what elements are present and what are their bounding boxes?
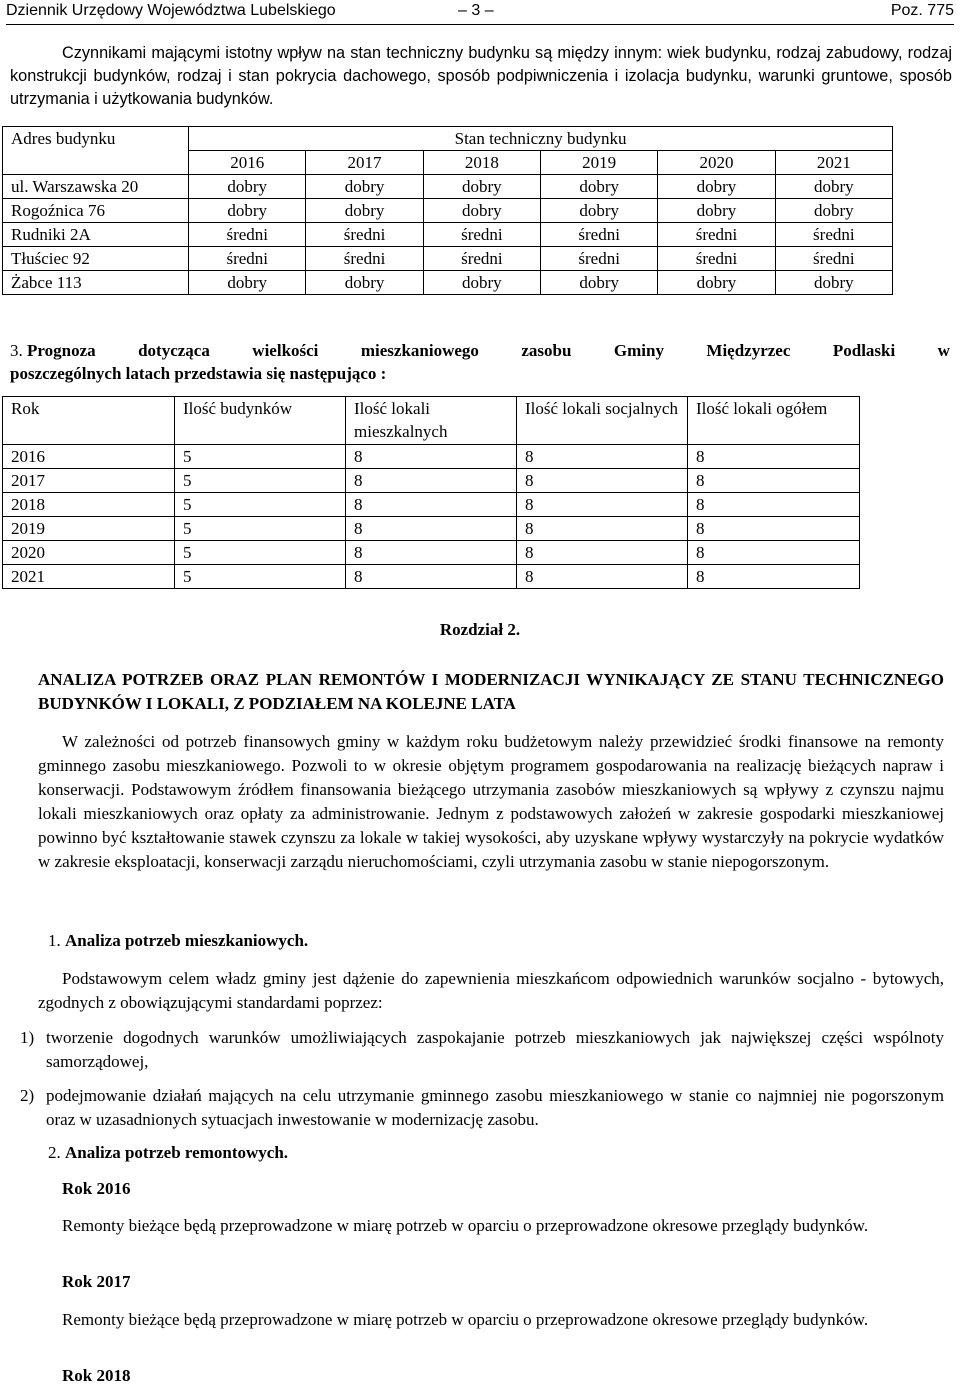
state-cell: średni bbox=[189, 247, 306, 271]
table-cell: 8 bbox=[346, 565, 517, 589]
table-cell: 8 bbox=[517, 565, 688, 589]
address-cell: Tłuściec 92 bbox=[3, 247, 189, 271]
address-cell: Rogoźnica 76 bbox=[3, 199, 189, 223]
list-item bbox=[20, 1084, 944, 1132]
goals-paragraph: Podstawowym celem władz gminy jest dążenie do zapewnienia mieszkańcom odpowiednich warunków socjalno - bytowych, zgodnych z obowiązującymi standardami poprzez: bbox=[38, 969, 944, 1012]
table-cell: 2016 bbox=[3, 445, 175, 469]
table-header-row bbox=[3, 397, 860, 445]
table-cell: 5 bbox=[175, 469, 346, 493]
title-word: Podlaski bbox=[832, 341, 896, 360]
state-header: Stan techniczny budynku bbox=[189, 127, 893, 151]
state-cell: dobry bbox=[423, 175, 540, 199]
table-row bbox=[3, 223, 893, 247]
state-cell: dobry bbox=[541, 175, 658, 199]
table-cell: 8 bbox=[688, 445, 860, 469]
state-cell: średni bbox=[775, 223, 892, 247]
section-3-line2: poszczególnych latach przedstawia się następująco : bbox=[10, 364, 387, 383]
state-cell: średni bbox=[306, 223, 423, 247]
year-header: 2016 bbox=[189, 151, 306, 175]
header-cell: Ilość lokali ogółem bbox=[688, 397, 860, 445]
state-cell: dobry bbox=[658, 271, 775, 295]
list-number: 2) bbox=[20, 1086, 35, 1105]
heading-number: 2. bbox=[48, 1143, 61, 1162]
year-label: Rok 2016 bbox=[62, 1179, 131, 1198]
table-row bbox=[3, 445, 860, 469]
state-cell: średni bbox=[423, 223, 540, 247]
page-header bbox=[6, 0, 954, 25]
position-number: Poz. 775 bbox=[890, 2, 954, 19]
year-paragraph: Remonty bieżące będą przeprowadzone w miarę potrzeb w oparciu o przeprowadzone okresowe przeglądy budynków. bbox=[62, 1310, 869, 1329]
table-cell: 5 bbox=[175, 565, 346, 589]
state-cell: średni bbox=[189, 223, 306, 247]
page-number: – 3 – bbox=[458, 2, 494, 19]
state-cell: średni bbox=[541, 223, 658, 247]
table-cell: 8 bbox=[688, 541, 860, 565]
section-3-line1 bbox=[10, 339, 950, 362]
state-cell: średni bbox=[306, 247, 423, 271]
heading-text: Analiza potrzeb remontowych. bbox=[65, 1143, 289, 1162]
table-cell: 2020 bbox=[3, 541, 175, 565]
heading-renovation-needs bbox=[48, 1143, 288, 1163]
title-word: Międzyrzec bbox=[706, 341, 791, 360]
state-cell: dobry bbox=[775, 199, 892, 223]
state-cell: dobry bbox=[423, 271, 540, 295]
table-cell: 8 bbox=[688, 493, 860, 517]
title-word: Prognoza bbox=[27, 341, 96, 360]
header-cell: Rok bbox=[3, 397, 175, 445]
table-row bbox=[3, 517, 860, 541]
table-cell: 8 bbox=[517, 493, 688, 517]
year-header: 2019 bbox=[541, 151, 658, 175]
header-cell: Ilość budynków bbox=[175, 397, 346, 445]
year-header: 2017 bbox=[306, 151, 423, 175]
state-cell: średni bbox=[541, 247, 658, 271]
table-cell: 5 bbox=[175, 541, 346, 565]
state-cell: dobry bbox=[189, 271, 306, 295]
title-word: Gminy bbox=[613, 341, 664, 360]
address-header: Adres budynku bbox=[3, 127, 189, 175]
financing-paragraph: W zależności od potrzeb finansowych gminy w każdym roku budżetowym należy przewidzieć środki finansowe na remonty gminnego zasobu mieszkaniowego. Pozwoli to w okresie objętym programem gospodarowania na realizację bieżących napraw i konserwacji. Podstawowym źródłem finansowania bieżącego utrzymania zasobów mieszkaniowych są wpływy z czynszu najmu lokali mieszkaniowych oraz opłaty za administrowanie. Jednym z podstawowych założeń w zakresie gospodarki mieszkaniowej powinno być kształtowanie stawek czynszu za lokale w takiej wysokości, aby uzyskane wpływy wystarczyły na pokrycie wydatków w zakresie eksploatacji, konserwacji zarządu nieruchomościami, czyli utrzymania zasobu w stanie niepogorszonym. bbox=[38, 732, 944, 871]
table-row bbox=[3, 199, 893, 223]
table-row bbox=[3, 541, 860, 565]
table-cell: 8 bbox=[517, 445, 688, 469]
title-word: mieszkaniowego bbox=[360, 341, 479, 360]
state-cell: dobry bbox=[306, 199, 423, 223]
table-cell: 8 bbox=[688, 469, 860, 493]
table-row bbox=[3, 565, 860, 589]
header-cell: Ilość lokali mieszkalnych bbox=[346, 397, 517, 445]
chapter-title: ANALIZA POTRZEB ORAZ PLAN REMONTÓW I MODERNIZACJI WYNIKAJĄCY ZE STANU TECHNICZNEGO BUDYNKÓW I LOKALI, Z PODZIAŁEM NA KOLEJNE LATA bbox=[38, 670, 944, 713]
table-cell: 5 bbox=[175, 445, 346, 469]
header-cell: Ilość lokali socjalnych bbox=[517, 397, 688, 445]
table-cell: 8 bbox=[346, 517, 517, 541]
building-condition-table bbox=[2, 126, 893, 295]
list-item bbox=[20, 1026, 944, 1074]
chapter-label: Rozdział 2. bbox=[439, 620, 521, 639]
table-cell: 2018 bbox=[3, 493, 175, 517]
table-cell: 8 bbox=[346, 493, 517, 517]
journal-title: Dziennik Urzędowy Województwa Lubelskiego bbox=[6, 2, 336, 19]
state-cell: dobry bbox=[189, 199, 306, 223]
table-row bbox=[3, 469, 860, 493]
table-cell: 2019 bbox=[3, 517, 175, 541]
housing-forecast-table bbox=[2, 396, 860, 589]
state-cell: dobry bbox=[306, 175, 423, 199]
state-cell: dobry bbox=[658, 199, 775, 223]
table-cell: 8 bbox=[688, 517, 860, 541]
list-text: tworzenie dogodnych warunków umożliwiających zaspokajanie potrzeb mieszkaniowych jak największej części wspólnoty samorządowej, bbox=[46, 1028, 944, 1071]
section-3-title bbox=[10, 339, 950, 385]
state-cell: średni bbox=[658, 247, 775, 271]
table-cell: 8 bbox=[517, 541, 688, 565]
state-cell: średni bbox=[658, 223, 775, 247]
table-row bbox=[3, 271, 893, 295]
year-header: 2020 bbox=[658, 151, 775, 175]
state-cell: średni bbox=[775, 247, 892, 271]
state-cell: średni bbox=[423, 247, 540, 271]
year-paragraph: Remonty bieżące będą przeprowadzone w miarę potrzeb w oparciu o przeprowadzone okresowe przeglądy budynków. bbox=[62, 1216, 869, 1235]
address-cell: Rudniki 2A bbox=[3, 223, 189, 247]
table-row bbox=[3, 493, 860, 517]
table-cell: 5 bbox=[175, 517, 346, 541]
state-cell: dobry bbox=[423, 199, 540, 223]
state-cell: dobry bbox=[775, 175, 892, 199]
table-cell: 8 bbox=[688, 565, 860, 589]
heading-housing-needs bbox=[48, 931, 308, 951]
table-cell: 8 bbox=[517, 517, 688, 541]
year-header: 2018 bbox=[423, 151, 540, 175]
table-cell: 2017 bbox=[3, 469, 175, 493]
heading-text: Analiza potrzeb mieszkaniowych. bbox=[65, 931, 309, 950]
section-number: 3. bbox=[10, 341, 23, 360]
table-row bbox=[3, 247, 893, 271]
state-cell: dobry bbox=[658, 175, 775, 199]
state-cell: dobry bbox=[189, 175, 306, 199]
table-cell: 8 bbox=[346, 445, 517, 469]
list-number: 1) bbox=[20, 1028, 35, 1047]
address-cell: ul. Warszawska 20 bbox=[3, 175, 189, 199]
state-cell: dobry bbox=[775, 271, 892, 295]
title-word: zasobu bbox=[521, 341, 572, 360]
heading-number: 1. bbox=[48, 931, 61, 950]
list-text: podejmowanie działań mających na celu utrzymanie gminnego zasobu mieszkaniowego w stanie co najmniej nie pogorszonym oraz w uzasadnionych sytuacjach inwestowanie w modernizację zasobu. bbox=[46, 1086, 944, 1129]
state-cell: dobry bbox=[541, 271, 658, 295]
year-label: Rok 2018 bbox=[62, 1366, 131, 1385]
title-word: w bbox=[937, 341, 950, 360]
state-cell: dobry bbox=[541, 199, 658, 223]
table-cell: 2021 bbox=[3, 565, 175, 589]
table-cell: 5 bbox=[175, 493, 346, 517]
year-header: 2021 bbox=[775, 151, 892, 175]
table-row bbox=[3, 175, 893, 199]
table-cell: 8 bbox=[517, 469, 688, 493]
year-label: Rok 2017 bbox=[62, 1272, 131, 1291]
intro-paragraph: Czynnikami mającymi istotny wpływ na stan techniczny budynku są między innym: wiek budynku, rodzaj zabudowy, rodzaj konstrukcji budynków, rodzaj i stan pokrycia dachowego, sposób podpiwniczenia i izolacja budynku, warunki gruntowe, sposób utrzymania i użytkowania budynków. bbox=[10, 44, 952, 108]
address-cell: Żabce 113 bbox=[3, 271, 189, 295]
table-header-row bbox=[3, 127, 893, 151]
table-cell: 8 bbox=[346, 469, 517, 493]
title-word: wielkości bbox=[252, 341, 319, 360]
state-cell: dobry bbox=[306, 271, 423, 295]
table-cell: 8 bbox=[346, 541, 517, 565]
title-word: dotycząca bbox=[138, 341, 210, 360]
